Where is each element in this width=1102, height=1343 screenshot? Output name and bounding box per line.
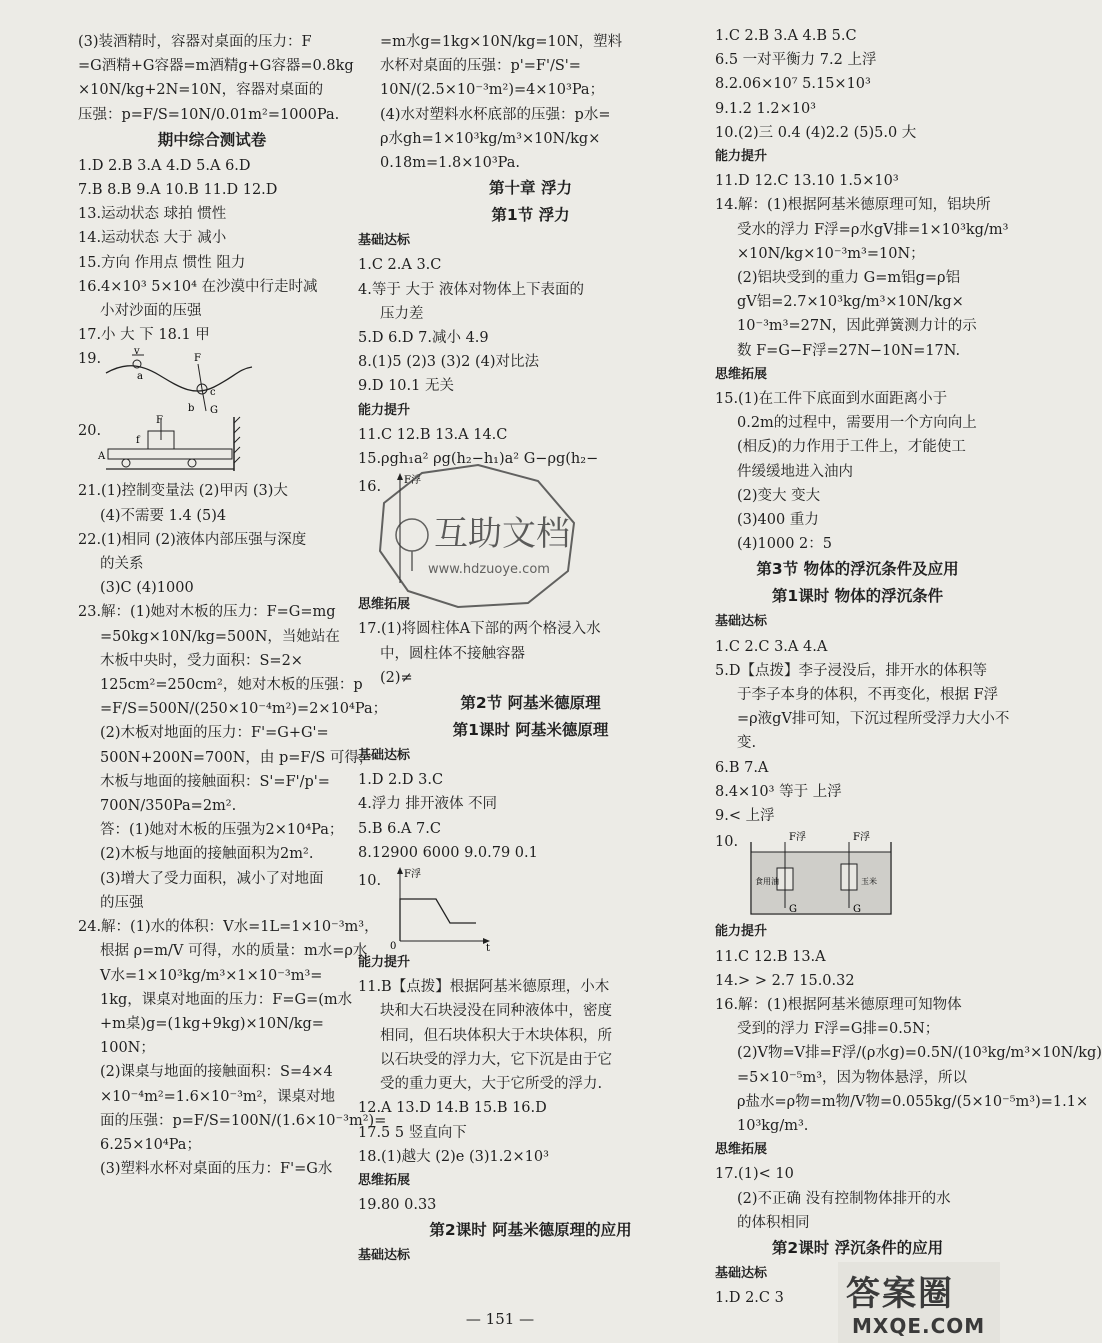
answer-line: 22.(1)相同 (2)液体内部压强与深度 xyxy=(78,531,307,548)
answer-line: (3)装酒精时，容器对桌面的压力：F xyxy=(78,34,312,50)
answer-line: 5.B 6.A 7.C xyxy=(358,820,441,837)
answer-line: 10³kg/m³. xyxy=(737,1117,809,1134)
answer-line: 10⁻³m³=27N，因此弹簧测力计的示 xyxy=(737,318,977,335)
answer-line: 17.5 5 竖直向下 xyxy=(358,1124,467,1141)
answer-line: 7.B 8.B 9.A 10.B 11.D 12.D xyxy=(78,182,278,199)
svg-text:c: c xyxy=(210,387,216,399)
svg-text:F浮: F浮 xyxy=(789,832,806,844)
figure-q19: 19. v a F b c G xyxy=(78,347,346,413)
answer-line: ×10⁻⁴m²=1.6×10⁻³m²，课桌对地 xyxy=(100,1088,335,1105)
answer-line: 9.< 上浮 xyxy=(715,808,775,825)
answer-line: 8.2.06×10⁷ 5.15×10³ xyxy=(715,76,871,93)
answer-line: 11.B【点拨】根据阿基米德原理，小木 xyxy=(358,979,610,996)
svg-text:F: F xyxy=(156,415,163,427)
subheading: 思维拓展 xyxy=(358,1172,411,1188)
answer-line: 6.5 一对平衡力 7.2 上浮 xyxy=(715,52,877,69)
stamp-logo xyxy=(368,461,588,611)
answer-line: 0.18m=1.8×10³Pa. xyxy=(380,155,521,172)
answer-line: ρ水gh=1×10³kg/m³×10N/kg× xyxy=(380,130,601,147)
answer-line: 1.D 2.C 3 xyxy=(715,1290,784,1307)
answer-line: (3)塑料水杯对桌面的压力：F'=G水 xyxy=(100,1161,333,1178)
figure-q20: 20. F f A xyxy=(78,413,346,479)
answer-line: 的关系 xyxy=(100,556,144,573)
board-diagram xyxy=(96,415,256,479)
answer-line: 木板与地面的接触面积：S'=F'/p'= xyxy=(100,773,330,790)
answer-line: 答：(1)她对木板的压强为2×10⁴Pa； xyxy=(100,822,344,839)
svg-text:a: a xyxy=(137,371,143,383)
figure-q16: 16. F浮 互助文档 www.hdzuoye.com xyxy=(358,471,703,593)
answer-line: (2)木板对地面的压力：F'=G+G'= xyxy=(100,725,329,742)
lesson-title: 第2课时 浮沉条件的应用 xyxy=(771,1238,944,1257)
answer-line: (2)木板与地面的接触面积为2m². xyxy=(100,846,314,863)
answer-line: 8.4×10³ 等于 上浮 xyxy=(715,783,842,800)
answer-line: 11.C 12.B 13.A xyxy=(715,948,826,965)
answer-line: (4)1000 2：5 xyxy=(737,536,833,553)
answer-line: 19.80 0.33 xyxy=(358,1197,437,1214)
answer-line: 8.(1)5 (2)3 (3)2 (4)对比法 xyxy=(358,354,539,371)
answer-line: (3)C (4)1000 xyxy=(100,580,194,597)
section-title-midterm: 期中综合测试卷 xyxy=(157,130,267,149)
answer-line: 16.4×10³ 5×10⁴ 在沙漠中行走时减 xyxy=(78,278,318,295)
answer-line: 受水的浮力 F浮=ρ水gV排=1×10³kg/m³ xyxy=(737,221,1009,238)
chapter-title: 第十章 浮力 xyxy=(489,179,572,198)
answer-line: 根据 ρ=m/V 可得，水的质量：m水=ρ水 xyxy=(100,943,368,960)
answer-line: 块和大石块浸没在同种液体中，密度 xyxy=(380,1003,612,1020)
answer-line: =F/S=500N/(250×10⁻⁴m²)=2×10⁴Pa； xyxy=(100,701,388,718)
answer-line: 数 F=G−F浮=27N−10N=17N. xyxy=(737,342,961,359)
answer-line: 以石块受的浮力大，它下沉是由于它 xyxy=(380,1051,612,1068)
answer-line: 1.D 2.D 3.C xyxy=(358,772,444,789)
watermark-url: MXQE.COM xyxy=(852,1314,986,1338)
answer-line: 18.(1)越大 (2)e (3)1.2×10³ xyxy=(358,1148,549,1165)
answer-line: ×10N/kg+2N=10N，容器对桌面的 xyxy=(78,82,324,99)
answer-line: 1.C 2.A 3.C xyxy=(358,257,442,274)
svg-text:玉米: 玉米 xyxy=(861,877,877,887)
answer-line: =m水g=1kg×10N/kg=10N，塑料 xyxy=(380,34,623,50)
svg-text:G: G xyxy=(789,904,797,916)
answer-line: 0.2m的过程中，需要用一个方向向上 xyxy=(737,415,977,432)
answer-line: 11.D 12.C 13.10 1.5×10³ xyxy=(715,173,899,190)
subheading: 能力提升 xyxy=(358,955,411,971)
answer-column-right xyxy=(715,24,1102,1310)
section-title: 第3节 物体的浮沉条件及应用 xyxy=(756,560,959,579)
answer-line: (2)≠ xyxy=(380,669,413,686)
answer-line: 24.解：(1)水的体积：V水=1L=1×10⁻³m³， xyxy=(78,919,379,936)
answer-line: 受到的浮力 F浮=G排=0.5N； xyxy=(737,1021,940,1038)
answer-line: 6.B 7.A xyxy=(715,759,769,776)
answer-line: 500N+200N=700N，由 p=F/S 可得， xyxy=(100,749,374,766)
svg-text:互助文档: 互助文档 xyxy=(434,514,570,555)
answer-line: =50kg×10N/kg=500N，当她站在 xyxy=(100,628,340,645)
answer-line: 于李子本身的体积，不再变化，根据 F浮 xyxy=(737,687,999,704)
answer-line: (2)变大 变大 xyxy=(737,487,821,504)
answer-line: 8.12900 6000 9.0.79 0.1 xyxy=(358,844,538,861)
answer-line: (2)铝块受到的重力 G=m铝g=ρ铝 xyxy=(737,270,961,287)
answer-line: (2)课桌与地面的接触面积：S=4×4 xyxy=(100,1064,333,1081)
svg-text:F浮: F浮 xyxy=(853,832,870,844)
answer-line: 14.运动状态 大于 减小 xyxy=(78,230,227,247)
answer-line: (3)增大了受力面积，减小了对地面 xyxy=(100,870,324,887)
answer-line: 压力差 xyxy=(380,305,424,322)
subheading: 基础达标 xyxy=(715,614,768,630)
lesson-title: 第2课时 阿基米德原理的应用 xyxy=(429,1221,632,1240)
subheading: 基础达标 xyxy=(715,1265,768,1281)
answer-line: 中，圆柱体不接触容器 xyxy=(380,645,525,662)
svg-text:b: b xyxy=(188,403,195,415)
answer-line: 125cm²=250cm²，她对木板的压强：p xyxy=(100,677,363,694)
answer-line: 15.ρgh₁a² ρg(h₂−h₁)a² G−ρg(h₂− xyxy=(358,451,599,468)
answer-line: 变. xyxy=(737,735,757,752)
answer-line: ρ盐水=ρ物=m物/V物=0.055kg/(5×10⁻⁵m³)=1.1× xyxy=(737,1093,1089,1110)
subheading: 能力提升 xyxy=(358,402,411,418)
answer-line: ×10N/kg×10⁻³m³=10N； xyxy=(737,245,925,262)
answer-line: 1.C 2.B 3.A 4.B 5.C xyxy=(715,28,857,44)
svg-text:A: A xyxy=(98,451,106,463)
lesson-title: 第1课时 阿基米德原理 xyxy=(452,721,609,740)
answer-line: (4)水对塑料水杯底部的压强：p水= xyxy=(380,106,611,123)
svg-text:0: 0 xyxy=(390,941,397,953)
answer-line: 14.> > 2.7 15.0.32 xyxy=(715,972,855,989)
answer-line: 5.D 6.D 7.减小 4.9 xyxy=(358,330,489,347)
svg-text:f: f xyxy=(136,435,140,447)
slope-diagram xyxy=(104,346,254,417)
subheading: 思维拓展 xyxy=(715,1142,768,1158)
answer-line: 1.D 2.B 3.A 4.D 5.A 6.D xyxy=(78,157,251,174)
answer-line: 压强：p=F/S=10N/0.01m²=1000Pa. xyxy=(78,106,340,123)
svg-text:G: G xyxy=(853,904,861,916)
answer-line: (3)400 重力 xyxy=(737,512,819,529)
answer-line: 4.浮力 排开液体 不同 xyxy=(358,796,498,813)
subheading: 能力提升 xyxy=(715,924,768,940)
subheading: 思维拓展 xyxy=(715,366,768,382)
answer-line: 17.(1)将圆柱体A下部的两个格浸入水 xyxy=(358,621,601,638)
answer-line: 16.解：(1)根据阿基米德原理可知物体 xyxy=(715,996,962,1013)
figure-q10: 10. F浮 0 t xyxy=(358,865,703,951)
svg-text:www.hdzuoye.com: www.hdzuoye.com xyxy=(428,562,550,578)
answer-line: 的压强 xyxy=(100,894,144,911)
answer-line: 15.(1)在工件下底面到水面距离小于 xyxy=(715,391,948,408)
answer-line: 1.C 2.C 3.A 4.A xyxy=(715,638,828,655)
answer-line: 100N； xyxy=(100,1040,155,1057)
svg-text:F浮: F浮 xyxy=(404,475,421,487)
section-title: 第2节 阿基米德原理 xyxy=(460,694,601,713)
svg-text:F: F xyxy=(194,353,201,365)
answer-line: 17.(1)< 10 xyxy=(715,1166,794,1183)
answer-line: 13.运动状态 球拍 惯性 xyxy=(78,206,227,223)
answer-line: 700N/350Pa=2m². xyxy=(100,798,237,815)
subheading: 思维拓展 xyxy=(358,597,411,613)
answer-line: 21.(1)控制变量法 (2)甲丙 (3)大 xyxy=(78,483,288,500)
answer-line: 14.解：(1)根据阿基米德原理可知，铝块所 xyxy=(715,197,991,214)
answer-line: 12.A 13.D 14.B 15.B 16.D xyxy=(358,1100,547,1117)
answer-line: V水=1×10³kg/m³×1×10⁻³m³= xyxy=(100,967,323,984)
answer-line: 6.25×10⁴Pa； xyxy=(100,1136,201,1153)
answer-line: 4.等于 大于 液体对物体上下表面的 xyxy=(358,281,585,298)
answer-line: 木板中央时，受力面积：S=2× xyxy=(100,652,303,669)
answer-line: 15.方向 作用点 惯性 阻力 xyxy=(78,254,246,271)
answer-line: 受的重力更大，大于它所受的浮力. xyxy=(380,1076,603,1093)
answer-line: (2)不正确 没有控制物体排开的水 xyxy=(737,1190,951,1207)
answer-line: =ρ液gV排可知，下沉过程所受浮力大小不 xyxy=(737,711,1010,728)
answer-line: 件缓缓地进入油内 xyxy=(737,463,853,480)
answer-column-middle xyxy=(358,30,703,1269)
subheading: 基础达标 xyxy=(358,1248,411,1264)
answer-line: (相反)的力作用于工件上，才能使工 xyxy=(737,439,966,456)
section-title: 第1节 浮力 xyxy=(491,206,570,225)
svg-text:F浮: F浮 xyxy=(404,869,421,881)
tank-diagram xyxy=(747,828,897,918)
subheading: 基础达标 xyxy=(358,748,411,764)
answer-line: 17.小 大 下 18.1 甲 xyxy=(78,327,210,344)
answer-line: 23.解：(1)她对木板的压力：F=G=mg xyxy=(78,604,336,621)
answer-line: 小对沙面的压强 xyxy=(100,303,202,320)
answer-line: 10.(2)三 0.4 (4)2.2 (5)5.0 大 xyxy=(715,124,917,141)
watermark-text: 答案圈 xyxy=(846,1274,954,1314)
answer-line: =5×10⁻⁵m³，因为物体悬浮，所以 xyxy=(737,1069,968,1086)
answer-line: 11.C 12.B 13.A 14.C xyxy=(358,426,508,443)
svg-text:食用油: 食用油 xyxy=(755,877,779,887)
answer-line: (4)不需要 1.4 (5)4 xyxy=(100,507,227,524)
answer-line: +m桌)g=(1kg+9kg)×10N/kg= xyxy=(100,1015,324,1032)
subheading: 能力提升 xyxy=(715,149,768,165)
answer-line: 1kg，课桌对地面的压力：F=G=(m水 xyxy=(100,991,353,1008)
subheading: 基础达标 xyxy=(358,233,411,249)
answer-line: 的体积相同 xyxy=(737,1214,810,1231)
buoyancy-time-graph xyxy=(388,865,498,955)
answer-line: 5.D【点拨】李子浸没后，排开水的体积等 xyxy=(715,662,987,679)
svg-text:t: t xyxy=(486,943,491,955)
answer-line: =G酒精+G容器=m酒精g+G容器=0.8kg xyxy=(78,58,354,75)
answer-line: 9.D 10.1 无关 xyxy=(358,378,454,395)
lesson-title: 第1课时 物体的浮沉条件 xyxy=(771,587,944,606)
page-number: — 151 — xyxy=(465,1310,535,1328)
svg-text:v: v xyxy=(134,346,140,358)
answer-line: 相同，但石块体积大于木块体积，所 xyxy=(380,1027,612,1044)
answer-line: (2)V物=V排=F浮/(ρ水g)=0.5N/(10³kg/m³×10N/kg) xyxy=(737,1045,1102,1062)
answer-line: 水杯对桌面的压强：p'=F'/S'= xyxy=(380,58,581,75)
svg-text:G: G xyxy=(210,405,218,417)
answer-line: 面的压强：p=F/S=100N/(1.6×10⁻³m²)= xyxy=(100,1112,387,1129)
answer-line: 9.1.2 1.2×10³ xyxy=(715,100,816,117)
figure-q10-tank: 10. F浮 F浮 G G 食用油 玉米 xyxy=(715,828,1000,920)
answer-line: gV铝=2.7×10³kg/m³×10N/kg× xyxy=(737,294,964,311)
watermark-logo xyxy=(838,1262,1000,1343)
answer-line: 10N/(2.5×10⁻³m²)=4×10³Pa； xyxy=(380,82,605,99)
